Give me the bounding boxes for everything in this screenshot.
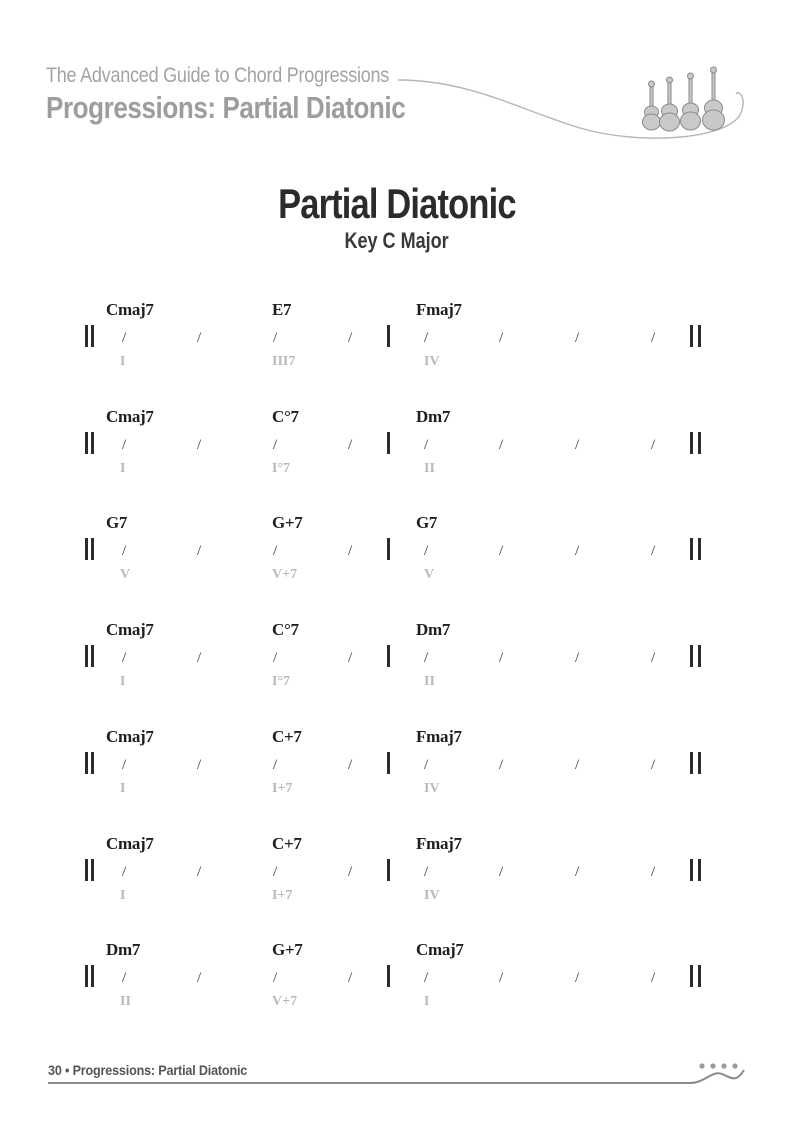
beat-slash: / (273, 970, 278, 986)
page-number: 30 (48, 1062, 62, 1078)
beat-slash: / (499, 864, 504, 880)
roman-numeral: I (120, 888, 126, 903)
chord-symbol: Cmaj7 (106, 407, 154, 426)
roman-numeral: II (424, 461, 435, 476)
series-title: The Advanced Guide to Chord Progressions (46, 64, 390, 87)
chord-symbol: Fmaj7 (416, 300, 462, 319)
beat-slash: / (197, 437, 202, 453)
footer-section: Progressions: Partial Diatonic (72, 1062, 248, 1078)
roman-numeral: I (120, 461, 126, 476)
roman-numeral: III7 (272, 354, 296, 369)
chord-symbol: G+7 (272, 513, 303, 532)
roman-numeral: II (120, 994, 131, 1009)
roman-numeral: I (120, 354, 126, 369)
beat-slash: / (575, 650, 580, 666)
roman-numeral: I (120, 674, 126, 689)
beat-slash: / (122, 437, 127, 453)
beat-slash: / (424, 543, 429, 559)
chord-symbol: C+7 (272, 727, 302, 746)
chord-symbol: C°7 (272, 620, 299, 639)
footer-label (48, 1062, 247, 1078)
beat-slash: / (122, 650, 127, 666)
beat-slash: / (197, 330, 202, 346)
beat-slash: / (122, 970, 127, 986)
beat-slash: / (122, 757, 127, 773)
beat-slash: / (575, 970, 580, 986)
chord-symbol: Dm7 (106, 940, 141, 959)
beat-slash: / (197, 650, 202, 666)
roman-numeral: V (424, 567, 435, 582)
chord-symbol: Cmaj7 (416, 940, 464, 959)
roman-numeral: I+7 (272, 781, 293, 796)
chord-symbol: Dm7 (416, 407, 451, 426)
beat-slash: / (122, 543, 127, 559)
beat-slash: / (122, 330, 127, 346)
beat-slash: / (651, 864, 656, 880)
chord-symbol: G+7 (272, 940, 303, 959)
beat-slash: / (273, 650, 278, 666)
beat-slash: / (575, 757, 580, 773)
beat-slash: / (273, 543, 278, 559)
beat-slash: / (424, 864, 429, 880)
chord-symbol: E7 (272, 300, 292, 319)
dots-swoosh-icon (699, 1063, 737, 1068)
chord-symbol: Fmaj7 (416, 727, 462, 746)
beat-slash: / (651, 330, 656, 346)
beat-slash: / (197, 970, 202, 986)
beat-slash: / (348, 970, 353, 986)
beat-slash: / (348, 543, 353, 559)
beat-slash: / (424, 970, 429, 986)
beat-slash: / (424, 330, 429, 346)
chord-symbol: Cmaj7 (106, 300, 154, 319)
footer-separator: • (65, 1062, 70, 1078)
chord-symbol: Cmaj7 (106, 620, 154, 639)
beat-slash: / (499, 970, 504, 986)
chord-symbol: Cmaj7 (106, 834, 154, 853)
roman-numeral: I (424, 994, 430, 1009)
beat-slash: / (575, 437, 580, 453)
chord-symbol: G7 (106, 513, 128, 532)
roman-numeral: II (424, 674, 435, 689)
roman-numeral: I+7 (272, 888, 293, 903)
roman-numeral: I (120, 781, 126, 796)
beat-slash: / (348, 330, 353, 346)
key-subtitle-text: Key C Major (344, 228, 450, 253)
beat-slash: / (273, 330, 278, 346)
roman-numeral: V+7 (272, 567, 298, 582)
beat-slash: / (424, 757, 429, 773)
beat-slash: / (499, 757, 504, 773)
beat-slash: / (499, 650, 504, 666)
roman-numeral: I°7 (272, 674, 291, 689)
beat-slash: / (348, 650, 353, 666)
roman-numeral: IV (424, 781, 440, 796)
chord-symbol: C°7 (272, 407, 299, 426)
chord-symbol: C+7 (272, 834, 302, 853)
beat-slash: / (575, 330, 580, 346)
beat-slash: / (424, 437, 429, 453)
beat-slash: / (651, 757, 656, 773)
beat-slash: / (273, 437, 278, 453)
beat-slash: / (273, 757, 278, 773)
beat-slash: / (651, 543, 656, 559)
page-title-text: Partial Diatonic (278, 180, 516, 227)
beat-slash: / (424, 650, 429, 666)
chord-symbol: Fmaj7 (416, 834, 462, 853)
beat-slash: / (651, 650, 656, 666)
section-title: Progressions: Partial Diatonic (46, 90, 406, 125)
chord-symbol: Cmaj7 (106, 727, 154, 746)
beat-slash: / (651, 437, 656, 453)
beat-slash: / (197, 543, 202, 559)
beat-slash: / (197, 864, 202, 880)
beat-slash: / (499, 437, 504, 453)
roman-numeral: IV (424, 888, 440, 903)
roman-numeral: V+7 (272, 994, 298, 1009)
roman-numeral: I°7 (272, 461, 291, 476)
beat-slash: / (348, 864, 353, 880)
beat-slash: / (122, 864, 127, 880)
roman-numeral: IV (424, 354, 440, 369)
beat-slash: / (575, 543, 580, 559)
roman-numeral: V (120, 567, 131, 582)
chord-symbol: Dm7 (416, 620, 451, 639)
beat-slash: / (348, 757, 353, 773)
beat-slash: / (651, 970, 656, 986)
beat-slash: / (348, 437, 353, 453)
beat-slash: / (273, 864, 278, 880)
chord-symbol: G7 (416, 513, 438, 532)
beat-slash: / (197, 757, 202, 773)
beat-slash: / (575, 864, 580, 880)
beat-slash: / (499, 543, 504, 559)
beat-slash: / (499, 330, 504, 346)
